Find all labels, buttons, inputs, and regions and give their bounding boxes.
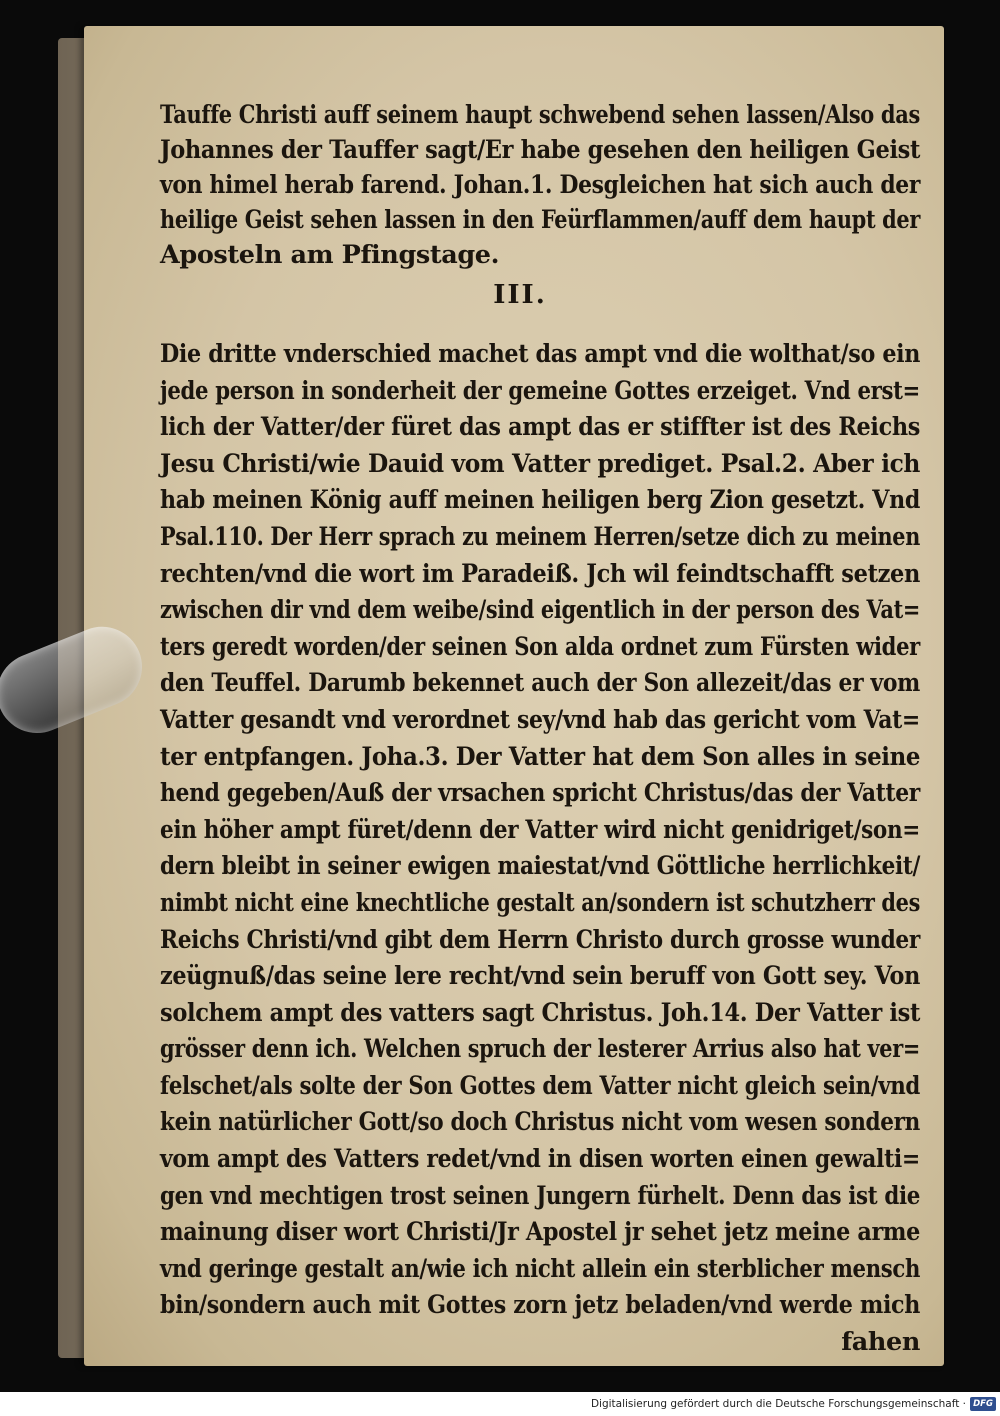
text-line: grösser denn ich. Welchen spruch der lesterer Arrius also hat ver= (160, 1034, 920, 1065)
text-line: jede person in sonderheit der gemeine Gottes erzeiget. Vnd erst= (160, 375, 921, 406)
text-line: lich der Vatter/der füret das ampt das er stiffter ist des Reichs (160, 412, 920, 443)
text-block-top (160, 98, 920, 273)
text-line: kein natürlicher Gott/so doch Christus nicht vom wesen sondern (160, 1107, 920, 1138)
text-line: Die dritte vnderschied machet das ampt vnd die wolthat/so ein (160, 339, 921, 369)
text-line: hab meinen König auff meinen heiligen berg Zion gesetzt. Vnd (160, 485, 920, 516)
text-line: rechten/vnd die wort im Paradeiß. Jch wil feindtschafft setzen (160, 558, 921, 589)
text-line: Psal.110. Der Herr sprach zu meinem Herren/setze dich zu meinen (160, 521, 920, 552)
text-line: Aposteln am Pfingstage. (160, 240, 500, 270)
text-line: vnd geringe gestalt an/wie ich nicht allein ein sterblicher mensch (160, 1253, 921, 1284)
text-line: dern bleibt in seiner ewigen maiestat/vnd Göttliche herrlichkeit/ (160, 851, 921, 882)
catchword: fahen (841, 1327, 920, 1358)
text-line: bin/sondern auch mit Gottes zorn jetz beladen/vnd werde mich (160, 1290, 921, 1321)
text-line: nimbt nicht eine knechtliche gestalt an/sondern ist schutzherr des (160, 887, 921, 918)
text-block-main (160, 336, 920, 1361)
dfg-logo-icon: DFG (970, 1397, 996, 1411)
section-numeral: III. (493, 280, 547, 310)
text-line: vom ampt des Vatters redet/vnd in disen worten einen gewalti= (160, 1144, 920, 1175)
text-line: den Teuffel. Darumb bekennet auch der Son allezeit/das er vom (160, 668, 920, 699)
text-line: ter entpfangen. Joha.3. Der Vatter hat dem Son alles in seine (160, 741, 921, 772)
text-line: Tauffe Christi auff seinem haupt schwebend sehen lassen/Also das (160, 100, 920, 130)
text-line: ein höher ampt füret/denn der Vatter wird nicht genidriget/son= (160, 814, 920, 845)
text-line: von himel herab farend. Johan.1. Desgleichen hat sich auch der (160, 170, 921, 200)
text-line: heilige Geist sehen lassen in den Feürflammen/auff dem haupt der (160, 205, 921, 235)
text-line: Vatter gesandt vnd verordnet sey/vnd hab das gericht vom Vat= (160, 704, 920, 735)
footer-bar (0, 1392, 1000, 1416)
text-line: zeügnuß/das seine lere recht/vnd sein beruff von Gott sey. Von (160, 961, 920, 992)
text-line: Johannes der Tauffer sagt/Er habe gesehen den heiligen Geist (160, 135, 921, 165)
text-line: zwischen dir vnd dem weibe/sind eigentlich in der person des Vat= (160, 595, 921, 626)
text-line: gen vnd mechtigen trost seinen Jungern fürhelt. Denn das ist die (160, 1180, 921, 1211)
text-line: solchem ampt des vatters sagt Christus. Joh.14. Der Vatter ist (160, 997, 921, 1028)
text-line: Jesu Christi/wie Dauid vom Vatter prediget. Psal.2. Aber ich (160, 448, 921, 479)
text-line: felschet/als solte der Son Gottes dem Vatter nicht gleich sein/vnd (160, 1070, 921, 1101)
text-line: ters geredt worden/der seinen Son alda ordnet zum Fürsten wider (160, 631, 920, 662)
text-line: Reichs Christi/vnd gibt dem Herrn Christo durch grosse wunder (160, 924, 920, 955)
text-line: hend gegeben/Auß der vrsachen spricht Christus/das der Vatter (160, 778, 920, 809)
funding-credit: Digitalisierung gefördert durch die Deutsche Forschungsgemeinschaft · (590, 1398, 966, 1410)
text-line: mainung diser wort Christi/Jr Apostel jr sehet jetz meine arme (160, 1217, 920, 1248)
